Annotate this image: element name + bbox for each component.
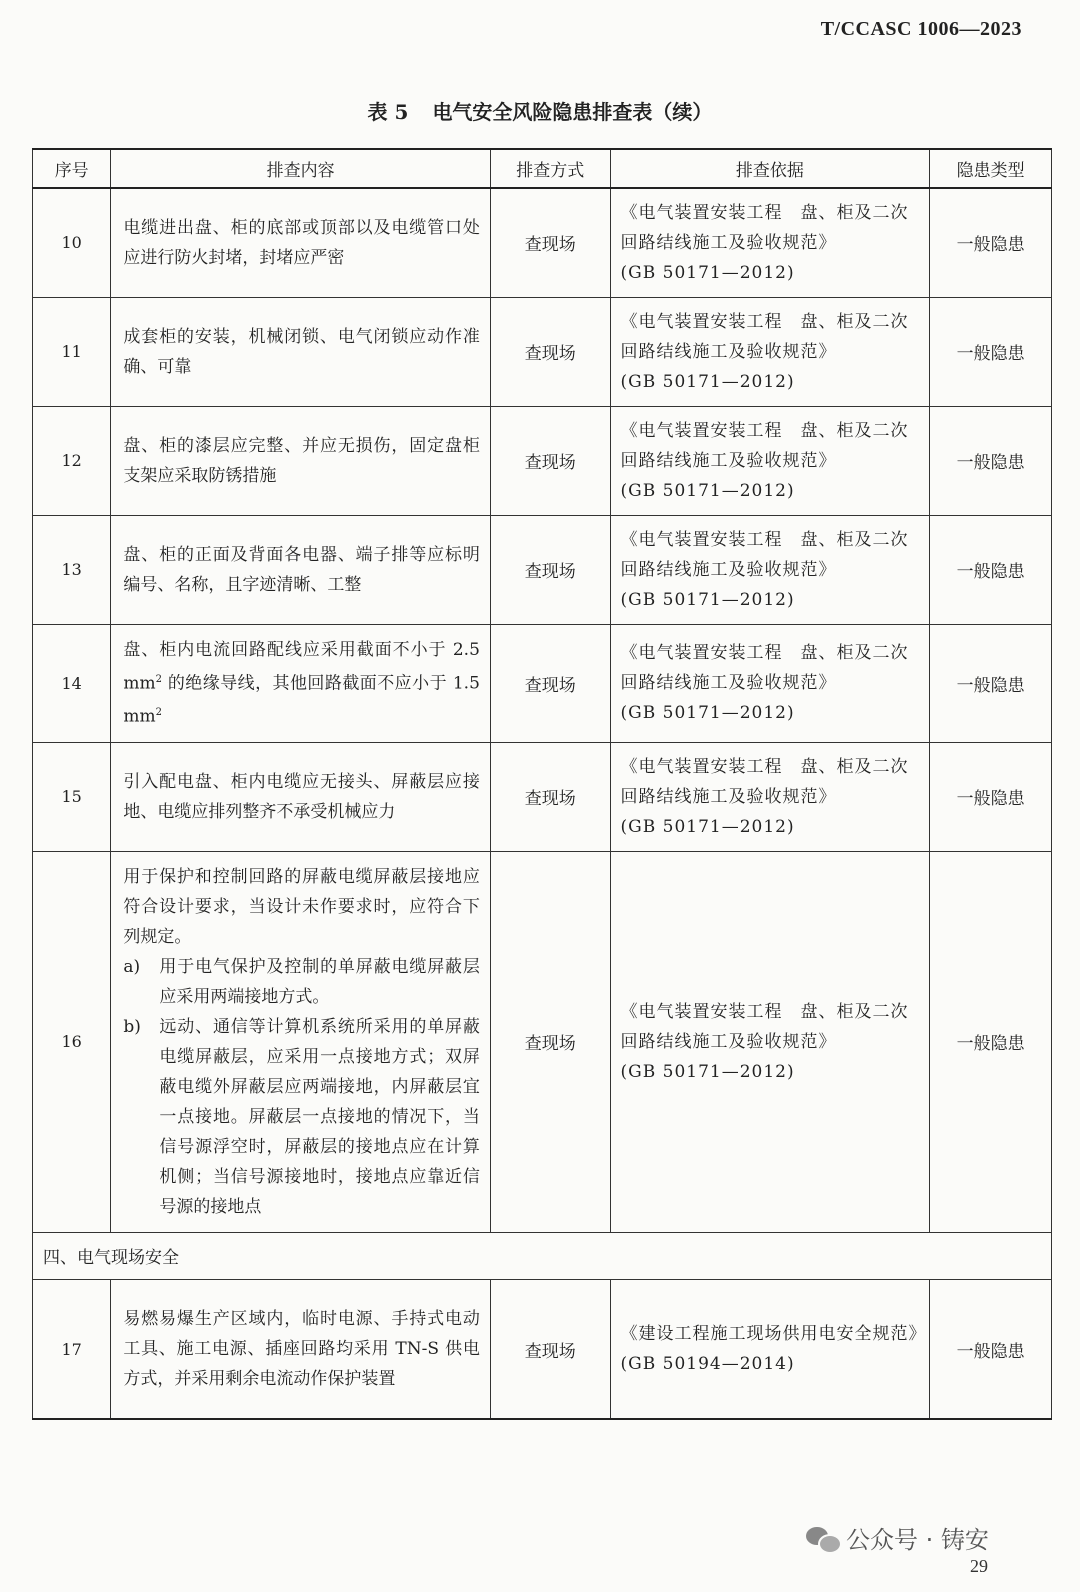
basis-title: 《电气装置安装工程 盘、柜及二次回路结线施工及验收规范》 [620, 756, 909, 807]
table-row [33, 1279, 1052, 1419]
row-method: 查现场 [490, 406, 610, 515]
row-type: 一般隐患 [930, 297, 1052, 406]
basis-code: (GB 50171—2012) [620, 480, 795, 501]
row-number: 11 [33, 297, 111, 406]
row-basis [610, 851, 930, 1232]
row-type: 一般隐患 [930, 742, 1052, 851]
header-basis: 排查依据 [610, 149, 930, 188]
row-content: 电缆进出盘、柜的底部或顶部以及电缆管口处应进行防火封堵，封堵应严密 [111, 188, 491, 297]
row-basis [610, 515, 930, 624]
row-type: 一般隐患 [930, 406, 1052, 515]
basis-title: 《电气装置安装工程 盘、柜及二次回路结线施工及验收规范》 [620, 643, 909, 694]
row-type: 一般隐患 [930, 624, 1052, 742]
row-number: 16 [33, 851, 111, 1232]
table-title: 电气安全风险隐患排查表（续） [432, 100, 713, 124]
header-content: 排查内容 [111, 149, 491, 188]
list-item-label: b) [123, 1016, 141, 1037]
row-method: 查现场 [490, 851, 610, 1232]
row-basis [610, 188, 930, 297]
row-method: 查现场 [490, 742, 610, 851]
row-method: 查现场 [490, 624, 610, 742]
basis-title: 《电气装置安装工程 盘、柜及二次回路结线施工及验收规范》 [620, 420, 909, 471]
content-part-b: 的绝缘导线，其他回路截面不应小于 1.5 mm [123, 673, 480, 727]
standard-code: T/CCASC 1006—2023 [820, 18, 1022, 40]
basis-code: (GB 50171—2012) [620, 816, 795, 837]
row-method: 查现场 [490, 515, 610, 624]
basis-code: (GB 50171—2012) [620, 262, 795, 283]
row-content: 盘、柜的正面及背面各电器、端子排等应标明编号、名称，且字迹清晰、工整 [111, 515, 491, 624]
header-type: 隐患类型 [930, 149, 1052, 188]
row-number: 10 [33, 188, 111, 297]
list-item [123, 952, 480, 1012]
row-number: 12 [33, 406, 111, 515]
row-content [111, 624, 491, 742]
table-header-row [33, 149, 1052, 188]
row-basis [610, 297, 930, 406]
row-method: 查现场 [490, 1279, 610, 1419]
row-method: 查现场 [490, 297, 610, 406]
table-row [33, 188, 1052, 297]
header-method: 排查方式 [490, 149, 610, 188]
row-content: 易燃易爆生产区域内，临时电源、手持式电动工具、施工电源、插座回路均采用 TN-S 供电方式，并采用剩余电流动作保护装置 [111, 1279, 491, 1419]
basis-code: (GB 50171—2012) [620, 1061, 795, 1082]
basis-title: 《电气装置安装工程 盘、柜及二次回路结线施工及验收规范》 [620, 529, 909, 580]
list-item-label: a) [123, 956, 141, 977]
table-row [33, 297, 1052, 406]
row-content: 成套柜的安装，机械闭锁、电气闭锁应动作准确、可靠 [111, 297, 491, 406]
row-number: 17 [33, 1279, 111, 1419]
row-type: 一般隐患 [930, 515, 1052, 624]
row-type: 一般隐患 [930, 851, 1052, 1232]
basis-code: (GB 50171—2012) [620, 371, 795, 392]
table-row [33, 742, 1052, 851]
table-row [33, 624, 1052, 742]
row-type: 一般隐患 [930, 1279, 1052, 1419]
section-title: 四、电气现场安全 [33, 1232, 1052, 1279]
basis-code: (GB 50171—2012) [620, 589, 795, 610]
row-content: 盘、柜的漆层应完整、并应无损伤，固定盘柜支架应采取防锈措施 [111, 406, 491, 515]
table-row [33, 406, 1052, 515]
superscript-2: 2 [155, 707, 162, 719]
row-basis [610, 624, 930, 742]
section-row [33, 1232, 1052, 1279]
superscript-2: 2 [155, 673, 162, 685]
row-number: 15 [33, 742, 111, 851]
row-content [111, 851, 491, 1232]
list-item [123, 1012, 480, 1222]
table-row [33, 851, 1052, 1232]
watermark [806, 1520, 989, 1555]
row-type: 一般隐患 [930, 188, 1052, 297]
basis-title: 《电气装置安装工程 盘、柜及二次回路结线施工及验收规范》 [620, 311, 909, 362]
basis-code: (GB 50171—2012) [620, 703, 795, 724]
wechat-icon [806, 1525, 840, 1551]
table-label: 表 5 [367, 100, 409, 124]
content-part-a: 盘、柜内电流回路配线应采用截面不小于 2.5 mm [123, 639, 480, 694]
row-method: 查现场 [490, 188, 610, 297]
row-basis [610, 406, 930, 515]
row-content: 引入配电盘、柜内电缆应无接头、屏蔽层应接地、电缆应排列整齐不承受机械应力 [111, 742, 491, 851]
list-item-text: 用于电气保护及控制的单屏蔽电缆屏蔽层应采用两端接地方式。 [159, 956, 480, 1007]
header-no: 序号 [33, 149, 111, 188]
basis-title: 《电气装置安装工程 盘、柜及二次回路结线施工及验收规范》 [620, 1001, 909, 1052]
table-caption [0, 96, 1080, 125]
list-item-text: 远动、通信等计算机系统所采用的单屏蔽电缆屏蔽层，应采用一点接地方式；双屏蔽电缆外屏蔽层应两端接地，内屏蔽层宜一点接地。屏蔽层一点接地的情况下，当信号源浮空时，屏蔽层的接地点应在计算机侧；当信号源接地时，接地点应靠近信号源的接地点 [159, 1016, 480, 1217]
watermark-text: 公众号 · 铸安 [846, 1526, 989, 1554]
content-intro: 用于保护和控制回路的屏蔽电缆屏蔽层接地应符合设计要求，当设计未作要求时，应符合下列规定。 [123, 866, 480, 947]
hazard-table [32, 148, 1052, 1420]
table-row [33, 515, 1052, 624]
row-basis: 《建设工程施工现场供用电安全规范》(GB 50194—2014) [610, 1279, 930, 1419]
page-number: 29 [970, 1556, 988, 1576]
basis-title: 《电气装置安装工程 盘、柜及二次回路结线施工及验收规范》 [620, 202, 909, 253]
row-number: 14 [33, 624, 111, 742]
row-basis [610, 742, 930, 851]
row-number: 13 [33, 515, 111, 624]
